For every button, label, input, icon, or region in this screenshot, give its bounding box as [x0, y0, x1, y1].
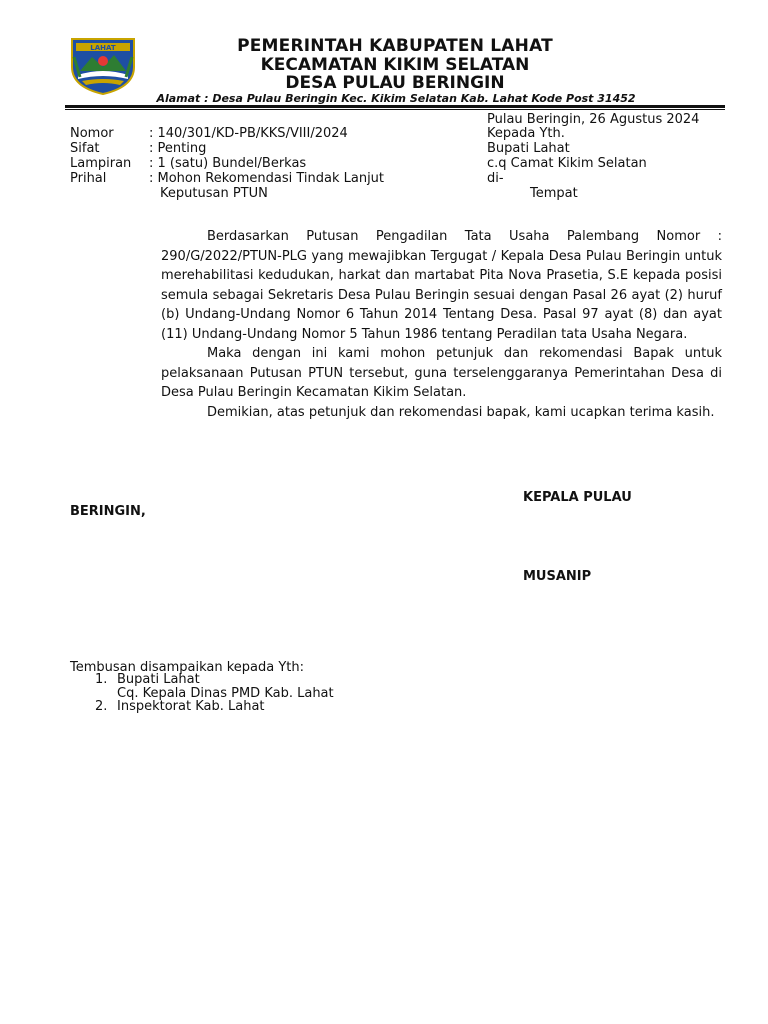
body-paragraph-2: Maka dengan ini kami mohon petunjuk dan rekomendasi Bapak untuk pelaksanaan Putusan PTUN tersebut, guna terselenggaranya Pemerintahan Desa di Desa Pulau Beringin Kecamatan Kikim Selatan. — [161, 346, 722, 400]
letter-body — [161, 227, 722, 422]
meta-label-sifat: Sifat — [70, 141, 100, 156]
kop-address: Alamat : Desa Pulau Beringin Kec. Kikim Selatan Kab. Lahat Kode Post 31452 — [156, 92, 636, 105]
body-paragraph-1: Berdasarkan Putusan Pengadilan Tata Usaha Palembang Nomor : 290/G/2022/PTUN-PLG yang mewajibkan Tergugat / Kepala Desa Pulau Beringin untuk merehabilitasi kedudukan, harkat dan martabat Pita Nova Prasetia, S.E kepada posisi semula sebagai Sekretaris Desa Pulau Beringin sesuai dengan Pasal 26 ayat (2) huruf (b) Undang-Undang Nomor 6 Tahun 2014 Tentang Desa. Pasal 97 ayat (8) dan ayat (11) Undang-Undang Nomor 5 Tahun 1986 tentang Peradilan tata Usaha Negara. — [161, 229, 722, 342]
signature-title-b: BERINGIN, — [70, 504, 146, 519]
logo-text: LAHAT — [90, 44, 116, 52]
tembusan-item-1: Bupati Lahat — [117, 672, 200, 687]
signature-name: MUSANIP — [523, 569, 592, 584]
date-place: Pulau Beringin, 26 Agustus 2024 — [487, 112, 700, 127]
meta-value-sifat: : Penting — [149, 141, 207, 156]
tembusan-item-1-number: 1. — [95, 672, 108, 687]
meta-label-nomor: Nomor — [70, 126, 114, 141]
meta-value-lampiran: : 1 (satu) Bundel/Berkas — [149, 156, 307, 171]
header-rule-thin — [65, 109, 725, 110]
recipient-line-3: c.q Camat Kikim Selatan — [487, 156, 647, 171]
signature-title-a: KEPALA PULAU — [523, 490, 632, 505]
recipient-line-4: di- — [487, 171, 504, 186]
header-rule-thick — [65, 105, 725, 108]
recipient-line-1: Kepada Yth. — [487, 126, 565, 141]
tembusan-item-1-sub: Cq. Kepala Dinas PMD Kab. Lahat — [117, 686, 334, 701]
regency-logo — [70, 37, 136, 95]
meta-label-prihal: Prihal — [70, 171, 107, 186]
meta-value-nomor: : 140/301/KD-PB/KKS/VIII/2024 — [149, 126, 348, 141]
kop-line-3: DESA PULAU BERINGIN — [285, 73, 505, 93]
recipient-line-5: Tempat — [530, 186, 578, 201]
tembusan-heading: Tembusan disampaikan kepada Yth: — [70, 660, 305, 675]
kop-line-1: PEMERINTAH KABUPATEN LAHAT — [237, 36, 553, 56]
meta-label-lampiran: Lampiran — [70, 156, 132, 171]
meta-prihal-continued: Keputusan PTUN — [160, 186, 268, 201]
kop-line-2: KECAMATAN KIKIM SELATAN — [260, 55, 530, 75]
body-paragraph-3: Demikian, atas petunjuk dan rekomendasi bapak, kami ucapkan terima kasih. — [207, 404, 715, 420]
tembusan-item-2: Inspektorat Kab. Lahat — [117, 699, 265, 714]
meta-value-prihal: : Mohon Rekomendasi Tindak Lanjut — [149, 171, 385, 186]
tembusan-item-2-number: 2. — [95, 699, 108, 714]
recipient-line-2: Bupati Lahat — [487, 141, 570, 156]
